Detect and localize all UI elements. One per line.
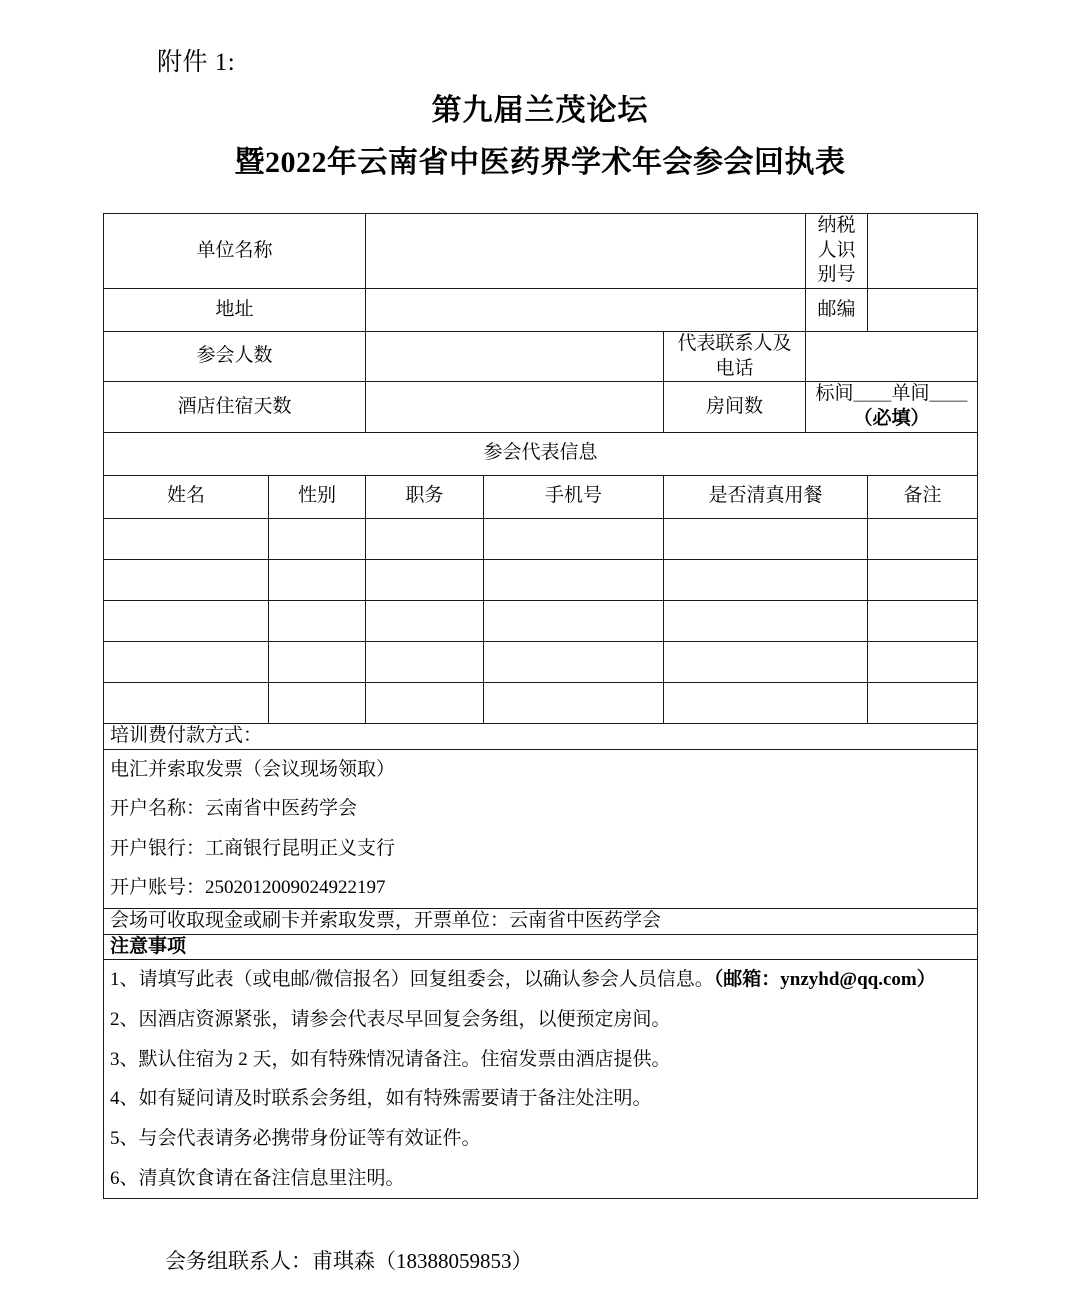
payment-details — [104, 749, 978, 909]
column-header-mobile: 手机号 — [484, 475, 664, 518]
label-contact: 代表联系人及电话 — [664, 332, 806, 382]
note-item-1-text: 1、请填写此表（或电邮/微信报名）回复组委会，以确认参会人员信息。 — [110, 969, 714, 991]
column-header-halal: 是否清真用餐 — [664, 475, 868, 518]
label-room-count: 房间数 — [664, 382, 806, 432]
field-tax-id[interactable] — [868, 214, 978, 289]
table-row — [104, 289, 978, 332]
cell-halal[interactable] — [664, 600, 868, 641]
organizer-contact-line: 会务组联系人：甫琪森（18388059853） — [165, 1249, 533, 1273]
label-postcode: 邮编 — [806, 289, 868, 332]
cell-remark[interactable] — [868, 641, 978, 682]
registration-table — [103, 213, 978, 1199]
page-title-secondary: 暨2022年云南省中医药界学术年会参会回执表 — [234, 145, 846, 179]
cell-mobile[interactable] — [484, 559, 664, 600]
room-type-required-badge: （必填） — [853, 408, 930, 430]
cell-name[interactable] — [104, 559, 269, 600]
cell-gender[interactable] — [269, 641, 366, 682]
field-contact[interactable] — [806, 332, 978, 382]
table-row — [104, 749, 978, 909]
page-title-primary: 第九届兰茂论坛 — [431, 94, 649, 127]
payment-account-name: 开户名称：云南省中医药学会 — [110, 798, 358, 820]
label-attendee-count: 参会人数 — [104, 332, 366, 382]
notes-heading: 注意事项 — [104, 934, 978, 960]
cell-remark[interactable] — [868, 600, 978, 641]
cell-position[interactable] — [366, 518, 484, 559]
cell-name[interactable] — [104, 600, 269, 641]
cell-remark[interactable] — [868, 682, 978, 723]
cell-mobile[interactable] — [484, 682, 664, 723]
cell-gender[interactable] — [269, 682, 366, 723]
cell-halal[interactable] — [664, 641, 868, 682]
label-org-name: 单位名称 — [104, 214, 366, 289]
table-row — [104, 641, 978, 682]
table-row — [104, 559, 978, 600]
payment-bank-name: 开户银行：工商银行昆明正义支行 — [110, 837, 396, 859]
cell-name[interactable] — [104, 641, 269, 682]
cell-name[interactable] — [104, 518, 269, 559]
payment-onsite-note: 会场可收取现金或刷卡并索取发票，开票单位：云南省中医药学会 — [104, 909, 978, 935]
cell-position[interactable] — [366, 641, 484, 682]
note-item-5: 5、与会代表请务必携带身份证等有效证件。 — [110, 1128, 481, 1149]
cell-gender[interactable] — [269, 518, 366, 559]
cell-name[interactable] — [104, 682, 269, 723]
cell-position[interactable] — [366, 682, 484, 723]
notes-list — [104, 960, 978, 1199]
table-row — [104, 960, 978, 1199]
table-row — [104, 518, 978, 559]
table-row — [104, 600, 978, 641]
field-hotel-nights[interactable] — [366, 382, 664, 432]
note-item-2: 2、因酒店资源紧张，请参会代表尽早回复会务组，以便预定房间。 — [110, 1009, 671, 1031]
cell-halal[interactable] — [664, 682, 868, 723]
cell-halal[interactable] — [664, 518, 868, 559]
cell-mobile[interactable] — [484, 518, 664, 559]
cell-gender[interactable] — [269, 559, 366, 600]
note-item-4: 4、如有疑问请及时联系会务组，如有特殊需要请于备注处注明。 — [110, 1088, 652, 1110]
note-item-1-email: （邮箱：ynzyhd@qq.com） — [713, 969, 936, 991]
column-header-position: 职务 — [366, 475, 484, 518]
note-item-1 — [110, 960, 971, 1000]
table-row — [104, 723, 978, 749]
note-item-6: 6、清真饮食请在备注信息里注明。 — [110, 1167, 405, 1189]
payment-transfer-line: 电汇并索取发票（会议现场领取） — [110, 758, 396, 780]
field-postcode[interactable] — [868, 289, 978, 332]
cell-mobile[interactable] — [484, 641, 664, 682]
table-row — [104, 432, 978, 475]
room-type-text: 标间＿＿单间＿＿ — [815, 383, 968, 405]
cell-mobile[interactable] — [484, 600, 664, 641]
payment-method-heading: 培训费付款方式： — [104, 723, 978, 749]
label-tax-id: 纳税人识别号 — [806, 214, 868, 289]
delegate-header-row — [104, 475, 978, 518]
attachment-label: 附件 1: — [157, 49, 236, 76]
column-header-gender: 性别 — [269, 475, 366, 518]
table-row — [104, 934, 978, 960]
payment-account-number: 开户账号：2502012009024922197 — [110, 877, 386, 899]
cell-position[interactable] — [366, 600, 484, 641]
document-title-block — [0, 92, 1080, 181]
delegate-section-title: 参会代表信息 — [104, 432, 978, 475]
column-header-remark: 备注 — [868, 475, 978, 518]
cell-remark[interactable] — [868, 518, 978, 559]
table-row — [104, 382, 978, 432]
label-hotel-nights: 酒店住宿天数 — [104, 382, 366, 432]
registration-form — [103, 213, 977, 1199]
field-address[interactable] — [366, 289, 806, 332]
field-room-type[interactable] — [806, 382, 978, 432]
cell-remark[interactable] — [868, 559, 978, 600]
table-row — [104, 332, 978, 382]
column-header-name: 姓名 — [104, 475, 269, 518]
table-row — [104, 214, 978, 289]
table-row — [104, 909, 978, 935]
field-org-name[interactable] — [366, 214, 806, 289]
note-item-3: 3、默认住宿为 2 天，如有特殊情况请备注。住宿发票由酒店提供。 — [110, 1048, 671, 1070]
cell-halal[interactable] — [664, 559, 868, 600]
field-attendee-count[interactable] — [366, 332, 664, 382]
table-row — [104, 682, 978, 723]
cell-gender[interactable] — [269, 600, 366, 641]
cell-position[interactable] — [366, 559, 484, 600]
label-address: 地址 — [104, 289, 366, 332]
